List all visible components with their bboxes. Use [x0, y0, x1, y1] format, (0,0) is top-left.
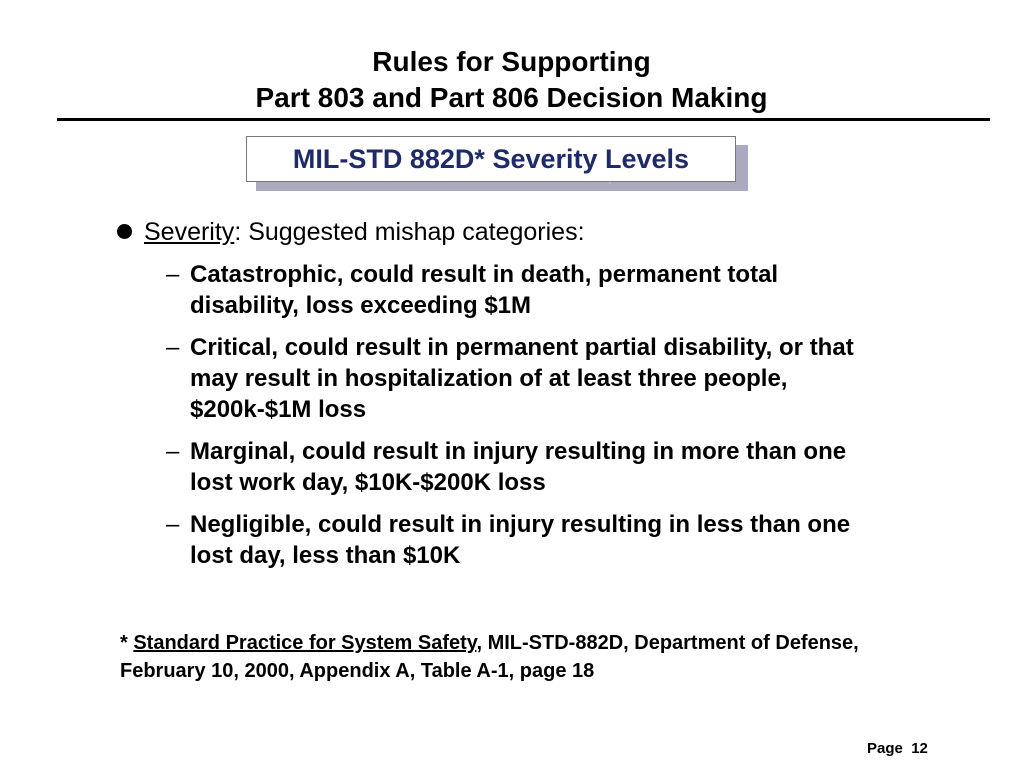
list-item-text: Catastrophic, could result in death, permanent total disability, loss exceeding $1M: [190, 261, 779, 319]
page-number-value: 12: [911, 740, 928, 757]
dash-marker: –: [166, 334, 180, 361]
list-item-text: Negligible, could result in injury resulting in less than one lost day, less than $10K: [190, 511, 851, 569]
severity-categories-list: [166, 259, 886, 582]
title-divider: [57, 118, 990, 121]
list-item-catastrophic: [166, 259, 886, 321]
list-item-text: Marginal, could result in injury resulting in more than one lost work day, $10K-$200K loss: [190, 438, 847, 496]
page-label: Page: [867, 740, 903, 757]
severity-description: : Suggested mishap categories:: [234, 218, 585, 246]
dash-marker: –: [166, 261, 180, 288]
subtitle-box: [246, 136, 736, 182]
footnote: [120, 629, 920, 685]
subtitle-text: MIL-STD 882D* Severity Levels: [292, 143, 690, 174]
page-number: [867, 740, 928, 757]
faint-mark-icon: ◦: [608, 178, 612, 189]
bullet-dot-icon: [117, 224, 132, 239]
dash-marker: –: [166, 438, 180, 465]
list-item-critical: [166, 332, 886, 425]
severity-term: Severity: [144, 218, 235, 246]
dash-marker: –: [166, 511, 180, 538]
bullet-severity: [117, 214, 585, 250]
list-item-marginal: [166, 436, 886, 498]
list-item-negligible: [166, 509, 886, 571]
slide-title: [0, 44, 1023, 116]
footnote-citation: , MIL-STD-882D, Department of Defense, February 10, 2000, Appendix A, Table A-1, page 18: [120, 632, 859, 682]
title-line-2: Part 803 and Part 806 Decision Making: [255, 82, 768, 113]
title-line-1: Rules for Supporting: [372, 46, 651, 77]
footnote-source-title: Standard Practice for System Safety: [133, 632, 477, 654]
list-item-text: Critical, could result in permanent partial disability, or that may result in hospitalization of at least three people, $200k-$1M loss: [190, 334, 854, 423]
footnote-star: *: [120, 632, 134, 654]
